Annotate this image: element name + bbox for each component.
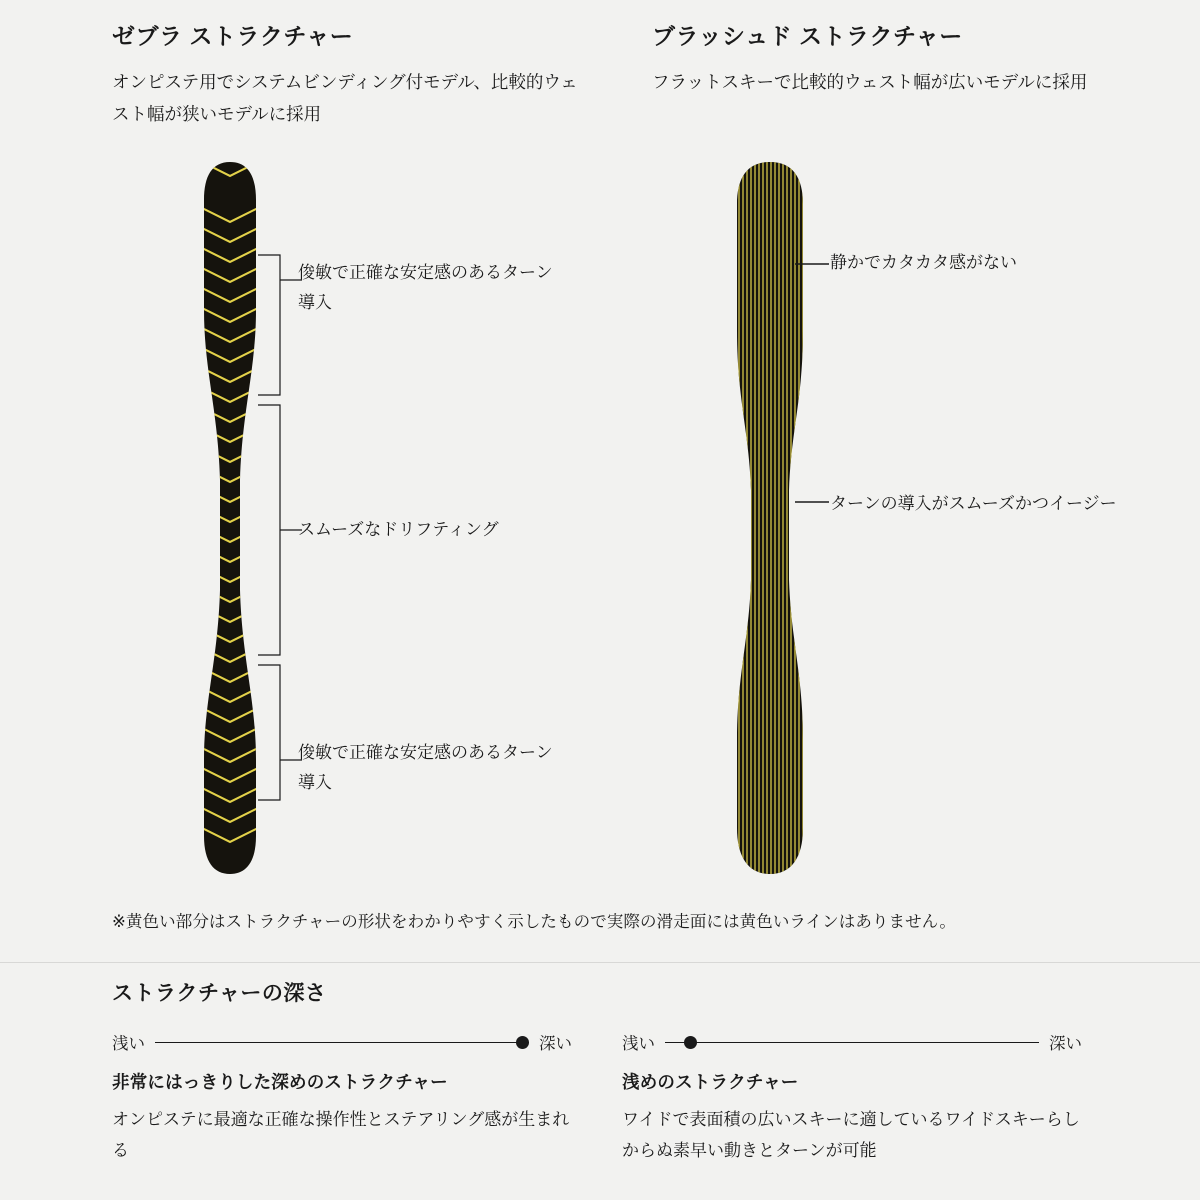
- depth-heading-zebra: 非常にはっきりした深めのストラクチャー: [112, 1072, 448, 1092]
- scale-track: [155, 1034, 529, 1050]
- yellow-line-note: ※黄色い部分はストラクチャーの形状をわかりやすく示したもので実際の滑走面には黄色いラインはありません。: [112, 913, 956, 931]
- column-left-header: [112, 22, 582, 131]
- brushed-callout-1: 静かでカタカタ感がない: [830, 253, 1017, 272]
- zebra-callout-1: 俊敏で正確な安定感のあるターン導入: [298, 263, 553, 312]
- depth-text-zebra: オンピステに最適な正確な操作性とステアリング感が生まれる: [112, 1110, 570, 1161]
- right-description: フラットスキーで比較的ウェスト幅が広いモデルに採用: [652, 71, 1088, 92]
- zebra-callout-3: 俊敏で正確な安定感のあるターン導入: [298, 743, 553, 792]
- zebra-callout-2: スムーズなドリフティング: [298, 520, 499, 539]
- depth-item-brushed: [622, 1027, 1082, 1167]
- scale-marker: [684, 1036, 697, 1049]
- brushed-leader-lines: [795, 250, 835, 520]
- left-description: オンピステ用でシステムビンディング付モデル、比較的ウェスト幅が狭いモデルに採用: [112, 71, 578, 125]
- section-divider: [0, 962, 1200, 963]
- brushed-callout-2: ターンの導入がスムーズかつイージー: [830, 494, 1117, 513]
- depth-item-zebra: [112, 1027, 572, 1167]
- left-title: ゼブラ ストラクチャー: [112, 23, 354, 49]
- scale-max-label: 深い: [539, 1035, 572, 1053]
- depth-section-title: ストラクチャーの深さ: [112, 982, 327, 1005]
- depth-heading-brushed: 浅めのストラクチャー: [622, 1072, 799, 1092]
- scale-max-label: 深い: [1049, 1035, 1082, 1053]
- scale-min-label: 浅い: [622, 1035, 655, 1053]
- scale-track: [665, 1034, 1039, 1050]
- scale-line: [155, 1042, 529, 1043]
- right-title: ブラッシュド ストラクチャー: [652, 23, 963, 49]
- scale-line: [665, 1042, 1039, 1043]
- depth-text-brushed: ワイドで表面積の広いスキーに適しているワイドスキーらしからぬ素早い動きとターンが可能: [622, 1110, 1080, 1161]
- depth-scale-brushed: [622, 1027, 1082, 1057]
- depth-scale-zebra: [112, 1027, 572, 1057]
- column-right-header: [652, 22, 1122, 98]
- scale-marker: [516, 1036, 529, 1049]
- scale-min-label: 浅い: [112, 1035, 145, 1053]
